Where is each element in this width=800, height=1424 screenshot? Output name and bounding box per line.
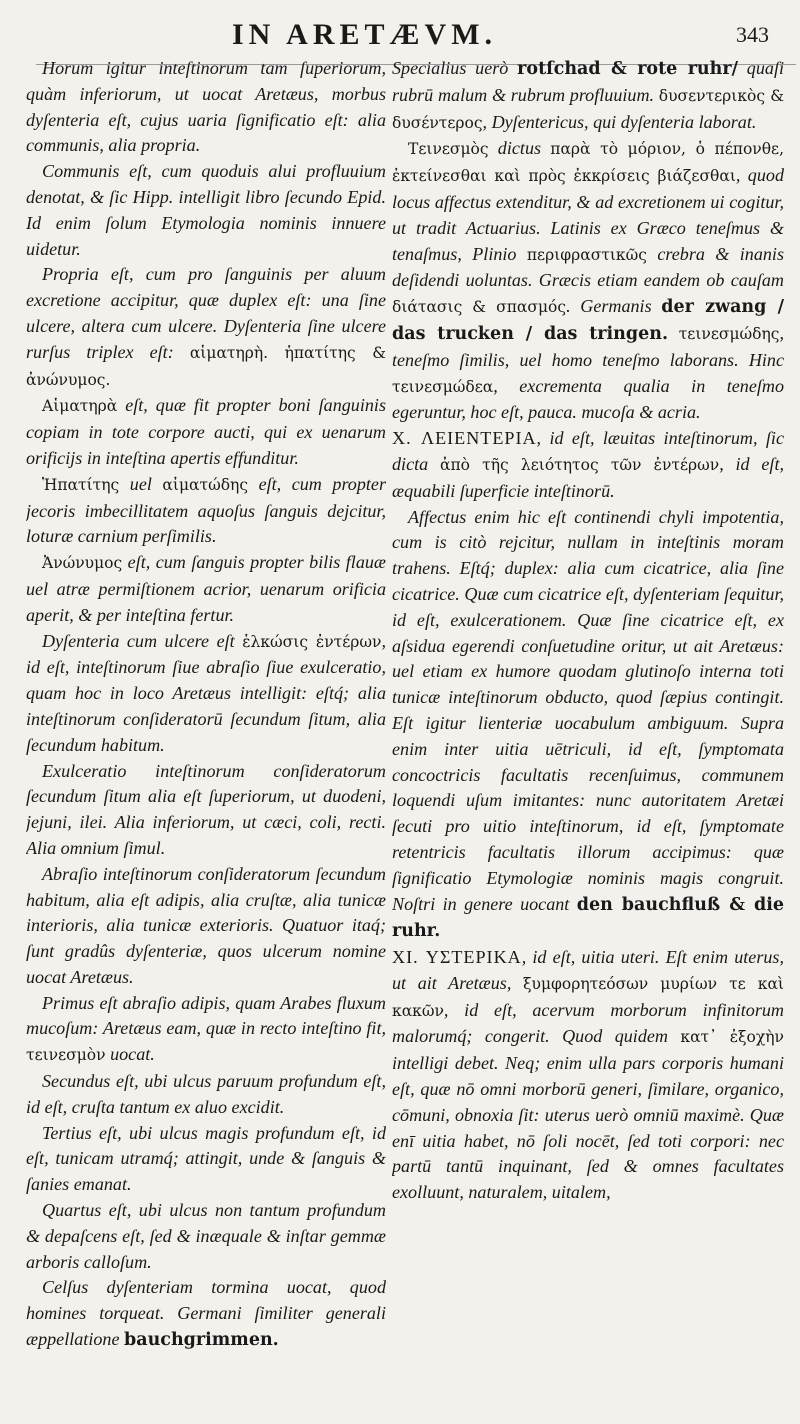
german-term: rotſchad & rote ruhr/ bbox=[517, 59, 738, 79]
text-run: Celſus dyſenteriam tormina uocat, quod homines torqueat. Germani ſimiliter generali æppellatione bbox=[26, 1277, 386, 1350]
text-run: Tertius eſt, ubi ulcus magis profundum eſt, id eſt, tunicam utramq́; attingit, unde & ſanguis & ſanies emanat. bbox=[26, 1122, 386, 1195]
paragraph bbox=[26, 56, 386, 159]
text-run: Abraſio inteſtinorum conſideratorum ſecundum habitum, alia eſt adipis, alia cruſtæ, alia tunicæ interioris, alia tunicæ exterioris. Quatuor itaq́; ſunt gradûs dyſenteriæ, quos ulcerum nomine uocat Aretæus. bbox=[26, 863, 386, 987]
greek-term: Τεινεσμὸς bbox=[408, 140, 489, 159]
paragraph bbox=[26, 262, 386, 393]
greek-term: δυσεντερικὸς & δυσέντερος bbox=[392, 86, 784, 132]
greek-term: Ἀνώνυμος bbox=[42, 554, 123, 573]
text-run: uocat. bbox=[105, 1044, 155, 1065]
greek-term: αἱματηρὴ. ἡπατίτης & ἀνώνυμος. bbox=[26, 343, 386, 389]
paragraph bbox=[26, 159, 386, 262]
text-run: uel bbox=[119, 473, 163, 494]
paragraph bbox=[392, 945, 784, 1206]
greek-term: ἀπὸ τῆς λειότητος τῶν ἐντέρων bbox=[439, 455, 720, 474]
text-run: Dyſenteria cum ulcere eſt bbox=[42, 630, 243, 651]
paragraph bbox=[392, 56, 784, 136]
greek-term: διάτασις & σπασμός bbox=[392, 298, 567, 317]
running-head bbox=[0, 14, 800, 54]
text-run: Horum igitur inteſtinorum tam ſuperiorum, quàm inferiorum, ut uocat Aretæus, morbus dyſenteria eſt, cujus uaria ſignificatio eſt: alia communis, alia propria. bbox=[26, 58, 386, 156]
paragraph bbox=[26, 862, 386, 991]
text-run: Propria eſt, cum pro ſanguinis per aluum excretione accipitur, quæ duplex eſt: una ſine ulcere, altera cum ulcere. Dyſenteria ſine ulcere rurſus triplex eſt: bbox=[26, 264, 386, 362]
german-term: den bauchfluß & die ruhr. bbox=[392, 894, 784, 942]
german-term: bauchgrimmen. bbox=[124, 1330, 279, 1351]
text-run: , teneſmo ſimilis, uel homo teneſmo laborans. Hinc bbox=[392, 322, 784, 370]
text-run: , Dyſentericus, qui dyſenteria laborat. bbox=[482, 111, 757, 132]
greek-term: αἱματώδης bbox=[162, 475, 249, 494]
paragraph bbox=[26, 550, 386, 628]
greek-term: παρὰ τὸ μόριον, ὁ πέπονθε, ἐκτείνεσθαι καὶ πρὸς ἐκκρίσεις βιάζεσθαι bbox=[392, 140, 784, 186]
text-run: , id eſt, inteſtinorum ſiue abraſio ſiue exulceratio, quam hoc in loco Aretæus intelligit: eſtq́; alia inteſtinorum conſideratorū ſecundum ſitum, alia ſecundum habitum. bbox=[26, 630, 386, 755]
greek-term: ἑλκώσις ἐντέρων bbox=[242, 632, 382, 651]
text-run: Secundus eſt, ubi ulcus paruum profundum eſt, id eſt, cruſta tantum ex aluo excidit. bbox=[26, 1071, 386, 1117]
text-run: Quartus eſt, ubi ulcus non tantum profundum & depaſcens eſt, ſed & inæquale & inſtar gemmæ arboris calloſum. bbox=[26, 1200, 386, 1272]
greek-term: τεινεσμὸν bbox=[26, 1046, 106, 1065]
paragraph bbox=[26, 759, 386, 862]
paragraph bbox=[26, 629, 386, 759]
greek-term: κατ᾽ ἐξοχὴν bbox=[680, 1028, 784, 1047]
text-run: Affectus enim hic eſt continendi chyli impotentia, cum is citò rejcitur, nullam in inteſtinis moram trahens. Eſtq́; duplex: alia cum cicatrice, alia ſine cicatrice. Quæ cum cicatrice eſt, dyſenteriam ſequitur, id eſt, exulcerationem. Quæ ſine cicatrice eſt, ex aſsidua egerendi conſuetudine oritur, ut ait Aretæus: uel etiam ex humore quodam glutinoſo interna toti tunicæ inteſtinorum obducto, quod ſæpius contingit. Eſt igitur lienteriæ uocabulum ambiguum. Supra enim inter uitia uētriculi, id eſt, ſymptomata concoctricis facultatis recenſuimus, communem loquendi uſum imitantes: nunc autoritatem Aretæi ſecuti pro uitio inteſtinorum, id eſt, ſymptomate retentricis facultatis illorum accipimus: quæ ſignificatio Etymologiæ nominis magis congruit. Noſtri in genere uocant bbox=[392, 506, 784, 914]
text-run: . Germanis bbox=[566, 296, 662, 317]
german-term: der zwang / das trucken / das tringen. bbox=[392, 297, 784, 344]
text-run: , id eſt, læuitas inteſtinorum, ſic dicta bbox=[392, 428, 784, 474]
greek-term: Ἡπατίτης bbox=[42, 475, 120, 494]
text-run: eſt, quæ fit propter boni ſanguinis copiam in tote corpore aucti, qui ex uenarum orificijs in inteſtina apertis effunditur. bbox=[26, 395, 386, 468]
text-run: intelligi debet. Neq; enim ulla pars corporis humani eſt, quæ nō omni morborū generi, ſimilare, organico, cōmuni, obnoxia ſit: uterus uerò omniū maximè. Quæ enī uitia habet, nō ſoli nocēt, ſed toti corpori: nec partū tantū inquinant, ſed & omnes facultates exolluunt, naturalem, uitalem, bbox=[392, 1053, 784, 1203]
text-run: Communis eſt, cum quoduis alui profluuium denotat, & ſic Hipp. intelligit libro ſecundo Epid. Id enim ſolum Etymologia nominis innuere uidetur. bbox=[26, 161, 386, 259]
text-run: , excrementa qualia in teneſmo egeruntur, hoc eſt, pauca. mucoſa & acria. bbox=[392, 375, 784, 423]
greek-term: ξυμφορητεόσων μυρίων τε καὶ κακῶν bbox=[392, 974, 784, 1020]
text-run: eſt, cum propter jecoris imbecillitatem aquoſus ſanguis dejcitur, loturæ carnium perſimilis. bbox=[26, 473, 386, 547]
running-title: IN ARETÆVM. bbox=[232, 18, 498, 51]
text-run: , id eſt, æquabili ſuperficie inteſtinorū. bbox=[392, 453, 784, 501]
greek-term: Αἱματηρὰ bbox=[42, 397, 118, 416]
text-run: quaſi rubrū malum & rubrum profluuium. bbox=[392, 58, 784, 105]
text-run: dictus bbox=[488, 138, 551, 159]
paragraph bbox=[392, 136, 784, 426]
paragraph bbox=[26, 393, 386, 471]
text-run: Exulceratio inteſtinorum conſideratorum ſecundum ſitum alia eſt ſuperiorum, ut duodeni, jejuni, ilei. Alia inferiorum, ut cæci, coli, recti. Alia omnium ſimul. bbox=[26, 760, 386, 858]
paragraph bbox=[26, 991, 386, 1069]
text-run: crebra & inanis deſidendi uoluntas. Græcis etiam eandem ob cauſam bbox=[392, 243, 784, 291]
text-run: Primus eſt abraſio adipis, quam Arabes fluxum mucoſum: Aretæus eam, quæ in recto inteſtino fit, bbox=[26, 992, 386, 1039]
paragraph bbox=[26, 1198, 386, 1275]
section-heading: XI. ΥΣΤΕΡΙΚΑ bbox=[392, 947, 522, 968]
paragraph bbox=[26, 472, 386, 550]
paragraph bbox=[392, 505, 784, 946]
left-column bbox=[26, 56, 386, 1416]
greek-term: περιφραστικῶς bbox=[526, 245, 647, 264]
paragraph bbox=[392, 426, 784, 504]
text-run: , id eſt, uitia uteri. Eſt enim uterus, ut ait Aretæus, bbox=[392, 947, 784, 993]
paragraph bbox=[26, 1275, 386, 1353]
text-run: Specialius uerò bbox=[392, 58, 518, 78]
right-column bbox=[392, 56, 784, 1416]
text-run: , quod locus affectus extenditur, & ad excretionem ui cogitur, ut tradit Actuarius. Latinis ex Græco teneſmus & tenaſmus, Plinio bbox=[392, 165, 784, 264]
paragraph bbox=[26, 1121, 386, 1198]
page-number: 343 bbox=[736, 22, 769, 47]
text-run: , id eſt, acervum morborum infinitorum malorumq́; congerit. Quod quidem bbox=[392, 999, 784, 1047]
greek-term: τεινεσμώδεα bbox=[392, 377, 494, 396]
greek-term: τεινεσμώδης bbox=[668, 324, 780, 343]
text-run: eſt, cum ſanguis propter bilis flauæ uel atræ permiſtionem acrior, uenarum orificia aperit, & per inteſtina fertur. bbox=[26, 552, 386, 625]
paragraph bbox=[26, 1069, 386, 1121]
section-heading: X. ΛΕΙΕΝΤΕΡΙΑ bbox=[392, 428, 537, 449]
